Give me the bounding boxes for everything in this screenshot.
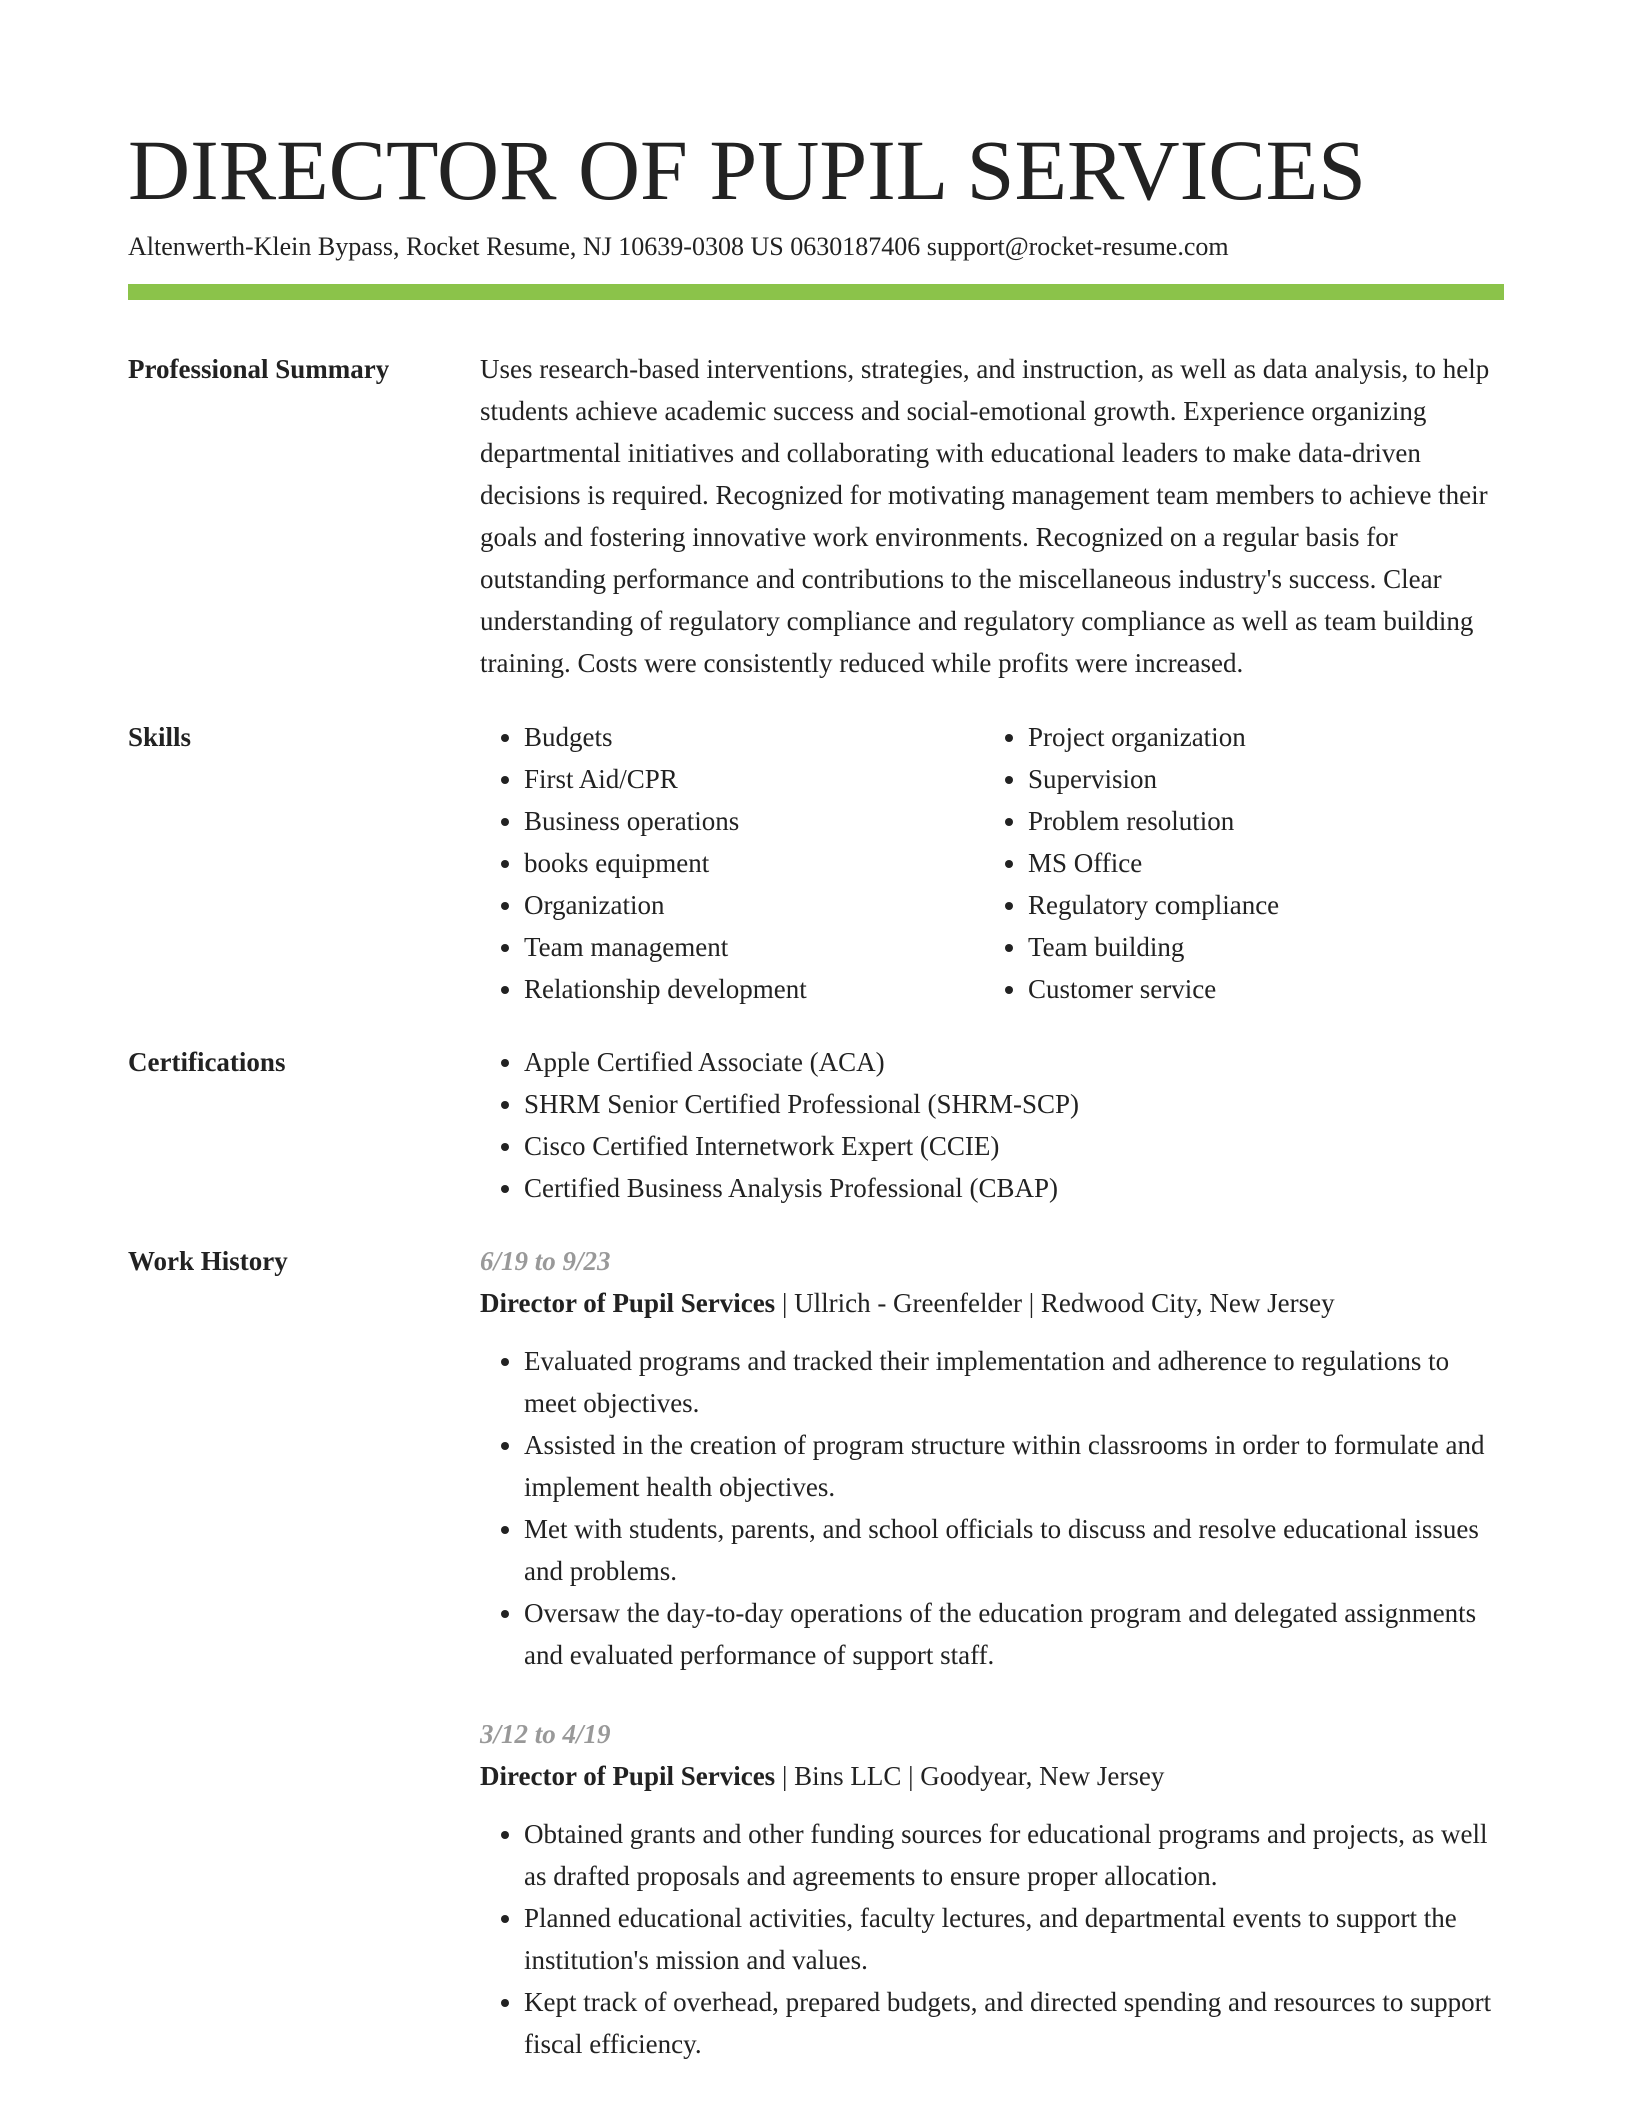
skill-item: • Business operations [524,800,984,842]
skill-item: • Team management [524,926,984,968]
certifications-body [480,1041,1504,1209]
work-history-label: Work History [128,1246,288,1276]
certifications-list [480,1041,1504,1209]
skill-item: • Problem resolution [1028,800,1488,842]
work-history-section [128,1240,1504,2065]
job-bullet: • Evaluated programs and tracked their implementation and adherence to regulations to meet objectives. [524,1340,1504,1424]
certification-item: • Apple Certified Associate (ACA) [524,1041,1504,1083]
work-history-body [480,1240,1504,2065]
skill-item: • Relationship development [524,968,984,1010]
job-bullet: • Kept track of overhead, prepared budgets, and directed spending and resources to support fiscal efficiency. [524,1981,1504,2065]
job-dates: 6/19 to 9/23 [480,1246,611,1276]
skills-column-left [480,716,984,1010]
skills-body [480,716,1504,1010]
contact-info: Altenwerth-Klein Bypass, Rocket Resume, NJ 10639-0308 US 0630187406 support@rocket-resume.com [128,232,1229,261]
job-bullets [480,1340,1504,1676]
job-title: Director of Pupil Services [480,1761,776,1791]
job-title: Director of Pupil Services [480,1288,776,1318]
accent-divider [128,284,1504,300]
skills-section [128,716,1504,1010]
job-bullets [480,1813,1504,2065]
certifications-label: Certifications [128,1047,286,1077]
skills-list-left [480,716,984,1010]
skill-item: • Regulatory compliance [1028,884,1488,926]
summary-section [128,348,1504,684]
certification-item: • Cisco Certified Internetwork Expert (CCIE) [524,1125,1504,1167]
skill-item: • Supervision [1028,758,1488,800]
skill-item: • Customer service [1028,968,1488,1010]
certification-item: • SHRM Senior Certified Professional (SHRM-SCP) [524,1083,1504,1125]
skill-item: • Team building [1028,926,1488,968]
skill-item: • MS Office [1028,842,1488,884]
certification-item: • Certified Business Analysis Professional (CBAP) [524,1167,1504,1209]
job-details: | Ullrich - Greenfelder | Redwood City, New Jersey [775,1288,1335,1318]
skill-item: • books equipment [524,842,984,884]
skills-label: Skills [128,722,192,752]
job-bullet: • Oversaw the day-to-day operations of the education program and delegated assignments and evaluated performance of support staff. [524,1592,1504,1676]
certifications-section [128,1041,1504,1209]
skills-column-right [984,716,1488,1010]
job-entry [480,1240,1504,1676]
resume-title: DIRECTOR OF PUPIL SERVICES [128,122,1366,218]
skills-list-right [984,716,1488,1010]
skill-item: • Organization [524,884,984,926]
skill-item: • Budgets [524,716,984,758]
job-bullet: • Met with students, parents, and school officials to discuss and resolve educational issues and problems. [524,1508,1504,1592]
job-details: | Bins LLC | Goodyear, New Jersey [775,1761,1165,1791]
summary-label: Professional Summary [128,354,390,384]
job-bullet: • Assisted in the creation of program structure within classrooms in order to formulate and implement health objectives. [524,1424,1504,1508]
job-entry [480,1713,1504,2065]
job-bullet: • Obtained grants and other funding sources for educational programs and projects, as well as drafted proposals and agreements to ensure proper allocation. [524,1813,1504,1897]
resume-page [128,120,1504,2065]
skill-item: • Project organization [1028,716,1488,758]
job-heading [480,1755,1504,1797]
skills-grid [480,716,1504,1010]
summary-body [480,348,1504,684]
job-bullet: • Planned educational activities, faculty lectures, and departmental events to support the institution's mission and values. [524,1897,1504,1981]
job-dates: 3/12 to 4/19 [480,1719,611,1749]
summary-text: Uses research-based interventions, strategies, and instruction, as well as data analysis, to help students achieve academic success and social-emotional growth. Experience organizing departmental initiatives and collaborating with educational leaders to make data-driven decisions is required. Recognized for motivating management team members to achieve their goals and fostering innovative work environments. Recognized on a regular basis for outstanding performance and contributions to the miscellaneous industry's success. Clear understanding of regulatory compliance and regulatory compliance as well as team building training. Costs were consistently reduced while profits were increased. [480,354,1490,678]
skill-item: • First Aid/CPR [524,758,984,800]
job-heading [480,1282,1504,1324]
